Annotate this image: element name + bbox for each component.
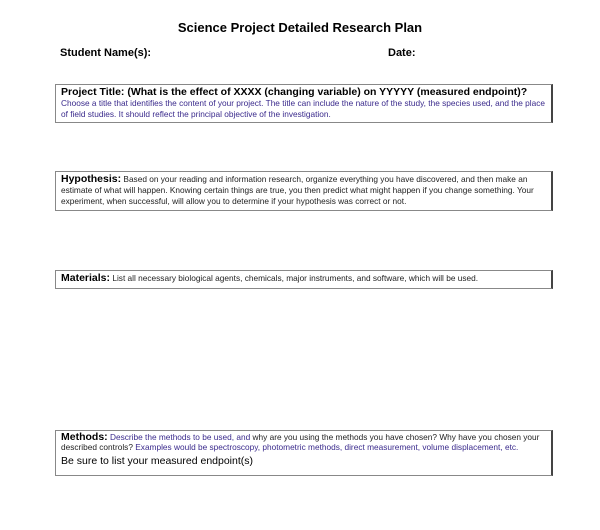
hypothesis-heading: Hypothesis: <box>61 173 122 185</box>
materials-section <box>55 270 553 289</box>
hypothesis-section <box>55 171 553 211</box>
project-title-heading: Project Title: (What is the effect of XXXX (changing variable) on YYYYY (measured endpoint)? <box>61 86 528 98</box>
materials-text: List all necessary biological agents, chemicals, major instruments, and software, which will be used. <box>112 273 479 283</box>
date-label: Date: <box>388 47 416 59</box>
hypothesis-text: Based on your reading and information research, organize everything you have discovered, and then make an estimate of what will happen. Knowing certain things are true, you then predict what might happen if you change something. Your experiment, when successful, will allow you to determine if your hypothesis was correct or not. <box>61 174 534 206</box>
materials-heading: Materials: <box>61 272 111 284</box>
page-title: Science Project Detailed Research Plan <box>177 20 423 35</box>
methods-section: Methods: Describe the methods to be used, and why are you using the methods you have chosen? Why have you chosen your described controls? Examples would be spectroscopy, photometric methods, direct measurement, volume displacement, etc. Be sure to list your measured endpoint(s) <box>55 430 553 476</box>
project-title-section <box>55 84 553 123</box>
methods-note: Be sure to list your measured endpoint(s) <box>61 455 254 467</box>
methods-text-1: Describe the methods to be used, and <box>109 432 251 442</box>
methods-text-3: Examples would be spectroscopy, photometric methods, direct measurement, volume displacement, etc. <box>135 441 519 452</box>
methods-heading: Methods <box>61 431 105 443</box>
student-name-label: Student Name(s): <box>60 47 152 59</box>
methods-text-2: why are you using the methods you have chosen? Why have you chosen your described controls? <box>61 432 540 452</box>
project-title-text: Choose a title that identifies the content of your project. The title can include the nature of the study, the species used, and the place of field studies. It should reflect the principal objective of the investigation. <box>61 98 545 119</box>
